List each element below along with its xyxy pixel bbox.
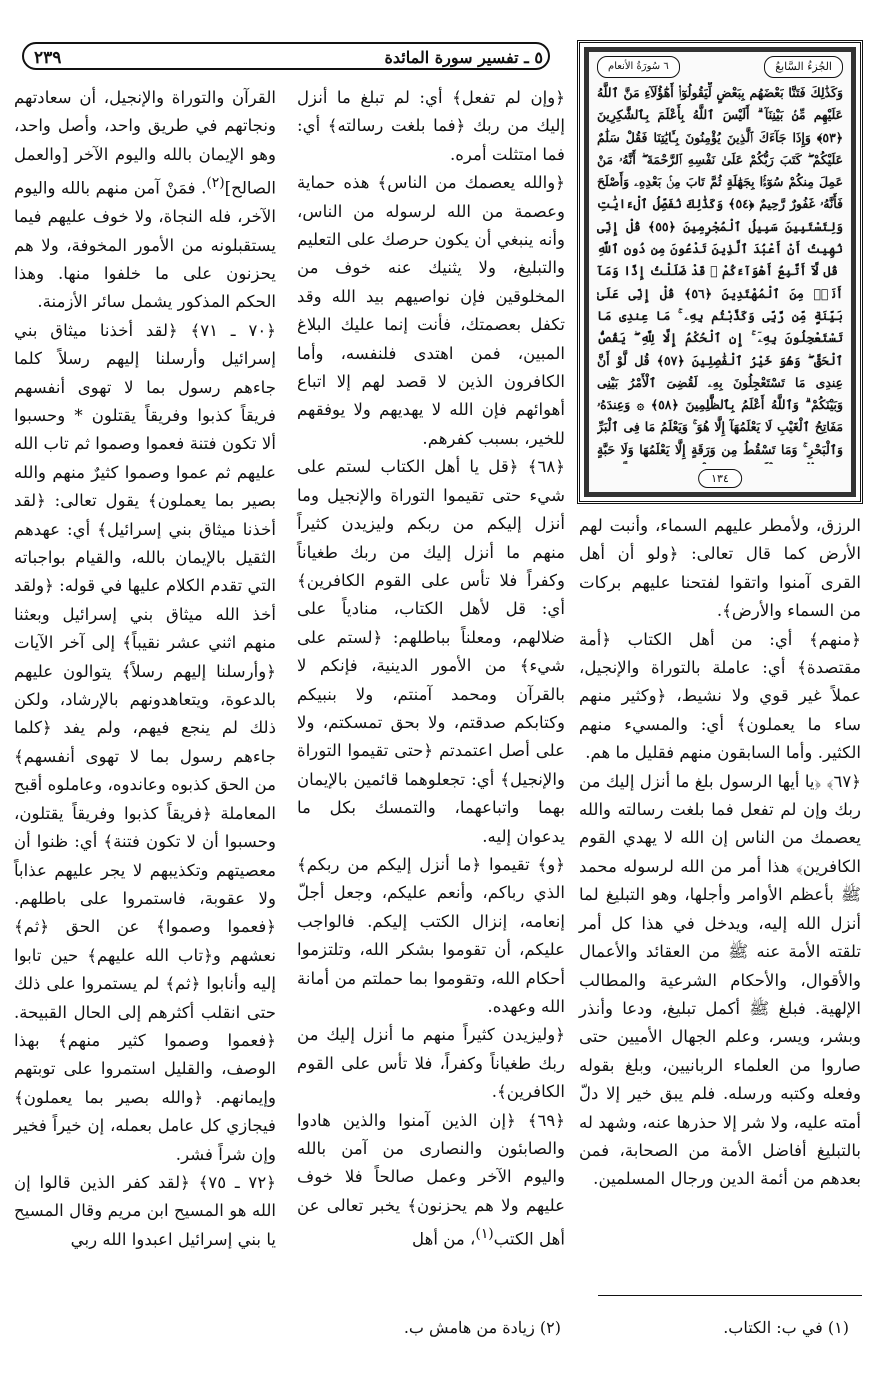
- mushaf-page-number: ١٣٤: [698, 469, 742, 488]
- footnote: [723, 1318, 849, 1337]
- column-left: [14, 84, 276, 1254]
- mushaf-border: [584, 47, 856, 497]
- paragraph: [14, 84, 276, 317]
- paragraph: ﴿٧٠ ـ ٧١﴾ ﴿لقد أخذنا ميثاق بني إسرائيل وأرسلنا إليهم رسلاً كلما جاءهم رسول بما لا تهوى أنفسهم فريقاً كذبوا وفريقاً يقتلون * وحسبوا ألا تكون فتنة فعموا وصموا ثم تاب الله عليهم ثم عموا وصموا كثيرٌ منهم والله بصير بما يعملون﴾ يقول تعالى: ﴿لقد أخذنا ميثاق بني إسرائيل﴾ أي: عهدهم الثقيل بالإيمان بالله، والقيام بواجباته التي تقدم الكلام عليها في قوله: ﴿ولقد أخذ الله ميثاق بني إسرائيل وبعثنا منهم اثني عشر نقيباً﴾ إلى آخر الآيات ﴿وأرسلنا إليهم رسلاً﴾ يتوالون عليهم بالدعوة، ويتعاهدونهم بالإرشاد، ولكن ذلك لم ينجع فيهم، ولم يفد ﴿كلما جاءهم رسول بما لا تهوى أنفسهم﴾ من الحق كذبوه وعاندوه، وعاملوه أقبح المعاملة ﴿فريقاً كذبوا وفريقاً يقتلون، وحسبوا أن لا تكون فتنة﴾ أي: ظنوا أن معصيتهم وتكذيبهم لا يجر عليهم عذاباً ولا عقوبة، فاستمروا على باطلهم. ﴿فعموا وصموا﴾ عن الحق ﴿ثم﴾ نعشهم و﴿تاب الله عليهم﴾ حين تابوا إليه وأنابوا ﴿ثم﴾ لم يستمروا على ذلك حتى انقلب أكثرهم إلى الحال القبيحة. ﴿فعموا وصموا كثير منهم﴾ بهذا الوصف، والقليل استمروا على توبتهم وإيمانهم. ﴿والله بصير بما يعملون﴾ فيجازي كل عامل بعمله، إن خيراً فخير وإن شراً فشر.: [14, 320, 276, 1164]
- paragraph: الرزق، ولأمطر عليهم السماء، وأنبت لهم الأرض كما قال تعالى: ﴿ولو أن أهل القرى آمنوا واتقوا لفتحنا عليهم بركات من السماء والأرض﴾.: [579, 516, 861, 621]
- footnote-text: زيادة من هامش ب.: [403, 1318, 535, 1337]
- paragraph: ﴿وإن لم تفعل﴾ أي: لم تبلغ ما أنزل إليك من ربك ﴿فما بلغت رسالته﴾ أي: فما امتثلت أمره.: [297, 88, 565, 164]
- paragraph: ﴿وليزيدن كثيراً منهم ما أنزل إليك من ربك طغياناً وكفراً، فلا تأس على القوم الكافرين﴾.: [297, 1025, 565, 1102]
- mushaf-header: [597, 56, 843, 78]
- paragraph: ﴿و﴾ تقيموا ﴿ما أنزل إليكم من ربكم﴾ الذي رباكم، وأنعم عليكم، وجعل أجلّ إنعامه، إنزال الكتب إليكم. فالواجب عليكم، أن تقوموا بشكر الله، وتلتزموا أحكام الله، وتقوموا بما حملتم من أمانة الله وعهده.: [297, 854, 565, 1016]
- footnote-ref: (٢): [206, 175, 225, 192]
- footnote-divider: [598, 1295, 862, 1296]
- page-title: ٥ ـ تفسير سورة المائدة: [384, 48, 543, 67]
- surah-label: ٦ سُورَةُ الأنعام: [597, 56, 680, 78]
- footnote-ref: (١): [475, 1226, 494, 1243]
- quran-verses: وَكَذَٰلِكَ فَتَنَّا بَعْضَهُم بِبَعْضٍ لِّيَقُولُوٓا۟ أَهَٰٓؤُلَآءِ مَنَّ ٱللَّهُ عَلَيْهِم مِّنۢ بَيْنِنَآ ۗ أَلَيْسَ ٱللَّهُ بِأَعْلَمَ بِٱلشَّٰكِرِينَ ﴿٥٣﴾ وَإِذَا جَآءَكَ ٱلَّذِينَ يُؤْمِنُونَ بِـَٔايَٰتِنَا فَقُلْ سَلَٰمٌ عَلَيْكُمْ ۖ كَتَبَ رَبُّكُمْ عَلَىٰ نَفْسِهِ ٱلرَّحْمَةَ ۖ أَنَّهُۥ مَنْ عَمِلَ مِنكُمْ سُوٓءًۢا بِجَهَٰلَةٍ ثُمَّ تَابَ مِنۢ بَعْدِهِۦ وَأَصْلَحَ فَأَنَّهُۥ غَفُورٌ رَّحِيمٌ ﴿٥٤﴾ وَكَذَٰلِكَ نُفَصِّلُ ٱلْءَايَٰتِ وَلِتَسْتَبِينَ سَبِيلُ ٱلْمُجْرِمِينَ ﴿٥٥﴾ قُلْ إِنِّى نُهِيتُ أَنْ أَعْبُدَ ٱلَّذِينَ تَدْعُونَ مِن دُونِ ٱللَّهِ ۚ قُل لَّآ أَتَّبِعُ أَهْوَآءَكُمْ ۙ قَدْ ضَلَلْتُ إِذًا وَمَآ أَنَا۠ مِنَ ٱلْمُهْتَدِينَ ﴿٥٦﴾ قُلْ إِنِّى عَلَىٰ بَيِّنَةٍ مِّن رَّبِّى وَكَذَّبْتُم بِهِۦ ۚ مَا عِندِى مَا تَسْتَعْجِلُونَ بِهِۦٓ ۚ إِنِ ٱلْحُكْمُ إِلَّا لِلَّهِ ۖ يَقُصُّ ٱلْحَقَّ ۖ وَهُوَ خَيْرُ ٱلْفَٰصِلِينَ ﴿٥٧﴾ قُل لَّوْ أَنَّ عِندِى مَا تَسْتَعْجِلُونَ بِهِۦ لَقُضِىَ ٱلْأَمْرُ بَيْنِى وَبَيْنَكُمْ ۗ وَٱللَّهُ أَعْلَمُ بِٱلظَّٰلِمِينَ ﴿٥٨﴾ ۞ وَعِندَهُۥ مَفَاتِحُ ٱلْغَيْبِ لَا يَعْلَمُهَآ إِلَّا هُوَ ۚ وَيَعْلَمُ مَا فِى ٱلْبَرِّ وَٱلْبَحْرِ ۚ وَمَا تَسْقُطُ مِن وَرَقَةٍ إِلَّا يَعْلَمُهَا وَلَا حَبَّةٍ: [597, 85, 843, 457]
- mushaf-frame: [577, 40, 863, 504]
- column-right: [579, 512, 861, 1194]
- paragraph-text: . فمَنْ آمن منهم بالله واليوم الآخر، فله النجاة، ولا خوف عليهم فيما يستقبلونه من الأمور المخوفة، ولا هم يحزنون على ما خلفوا منها. وهذا الحكم المذكور يشمل سائر الأزمنة.: [14, 178, 276, 312]
- footnote-text: في ب: الكتاب.: [723, 1318, 823, 1337]
- paragraph: ﴿والله يعصمك من الناس﴾ هذه حماية وعصمة من الله لرسوله من الناس، وأنه ينبغي أن يكون حرصك على التعليم والتبليغ، ولا يثنيك عنه خوف من المخلوقين فإن نواصيهم بيد الله وقد تكفل بعصمتك، فأنت إنما عليك البلاغ المبين، فمن اهتدى فلنفسه، وأما الكافرون الذين لا قصد لهم إلا اتباع أهوائهم فإن الله لا يهديهم ولا يوفقهم للخير، بسبب كفرهم.: [297, 173, 565, 448]
- paragraph: ﴿٦٨﴾ ﴿قل يا أهل الكتاب لستم على شيء حتى تقيموا التوراة والإنجيل وما أنزل إليكم من ربكم وليزيدن كثيراً منهم ما أنزل إليك من ربك طغياناً وكفراً فلا تأس على القوم الكافرين﴾ أي: قل لأهل الكتاب، منادياً على ضلالهم، ومعلناً بباطلهم: ﴿لستم على شيء﴾ من الأمور الدينية، فإنكم لا بالقرآن ومحمد آمنتم، ولا بنبيكم وكتابكم صدقتم، ولا بحق تمسكتم، ولا على أصل اعتمدتم ﴿حتى تقيموا التوراة والإنجيل﴾ أي: تجعلوهما قائمين بالإيمان بهما واتباعهما، والتمسك بكل ما يدعوان إليه.: [297, 457, 565, 846]
- paragraph-text: القرآن والتوراة والإنجيل، أن سعادتهم ونجاتهم في طريق واحد، وأصل واحد، وهو الإيمان بالله واليوم الآخر [والعمل الصالح]: [14, 88, 276, 198]
- column-middle: [297, 84, 565, 1254]
- footnote-number: (١): [827, 1318, 849, 1337]
- paragraph: ﴿٦٧﴾ ﴿يا أيها الرسول بلغ ما أنزل إليك من ربك وإن لم تفعل فما بلغت رسالته والله يعصمك من الناس إن الله لا يهدي القوم الكافرين﴾ هذا أمر من الله لرسوله محمد ﷺ بأعظم الأوامر وأجلها، وهو التبليغ لما أنزل الله إليه، ويدخل في هذا كل أمر تلقته الأمة عنه ﷺ من العقائد والأعمال والأقوال، والأحكام الشرعية والمطالب الإلهية. فبلغ ﷺ أكمل تبليغ، ودعا وأنذر وبشر، ويسر، وعلم الجهال الأميين حتى صاروا من العلماء الربانيين، وبلغ بقوله وفعله وكتبه ورسله. فلم يبق خير إلا دلّ أمته عليه، ولا شر إلا حذرها عنه، وشهد له بالتبليغ أفاضل الأمة من الصحابة، فمن بعدهم من أئمة الدين ورجال المسلمين.: [579, 771, 861, 1189]
- footnote: [404, 1318, 561, 1337]
- page-number: ٢٣٩: [34, 48, 62, 68]
- footnote-number: (٢): [539, 1318, 561, 1337]
- paragraph: ﴿منهم﴾ أي: من أهل الكتاب ﴿أمة مقتصدة﴾ أي: عاملة بالتوراة والإنجيل، عملاً غير قوي ولا نشيط، ﴿وكثير منهم ساء ما يعملون﴾ أي: والمسيء منهم الكثير. وأما السابقون منهم فقليل ما هم.: [579, 629, 861, 763]
- paragraph-text: ، من أهل: [412, 1229, 476, 1249]
- paragraph: ﴿٧٢ ـ ٧٥﴾ ﴿لقد كفر الذين قالوا إن الله هو المسيح ابن مريم وقال المسيح يا بني إسرائيل اعبدوا الله ربي: [14, 1172, 276, 1249]
- paragraph-text: ﴿٦٩﴾ ﴿إن الذين آمنوا والذين هادوا والصابئون والنصارى من آمن بالله واليوم الآخر وعمل صالحاً فلا خوف عليهم ولا هم يحزنون﴾ يخبر تعالى عن أهل الكتب: [297, 1110, 565, 1249]
- paragraph: [297, 1107, 565, 1255]
- juz-label: الجُزءُ السَّابعُ: [764, 56, 843, 78]
